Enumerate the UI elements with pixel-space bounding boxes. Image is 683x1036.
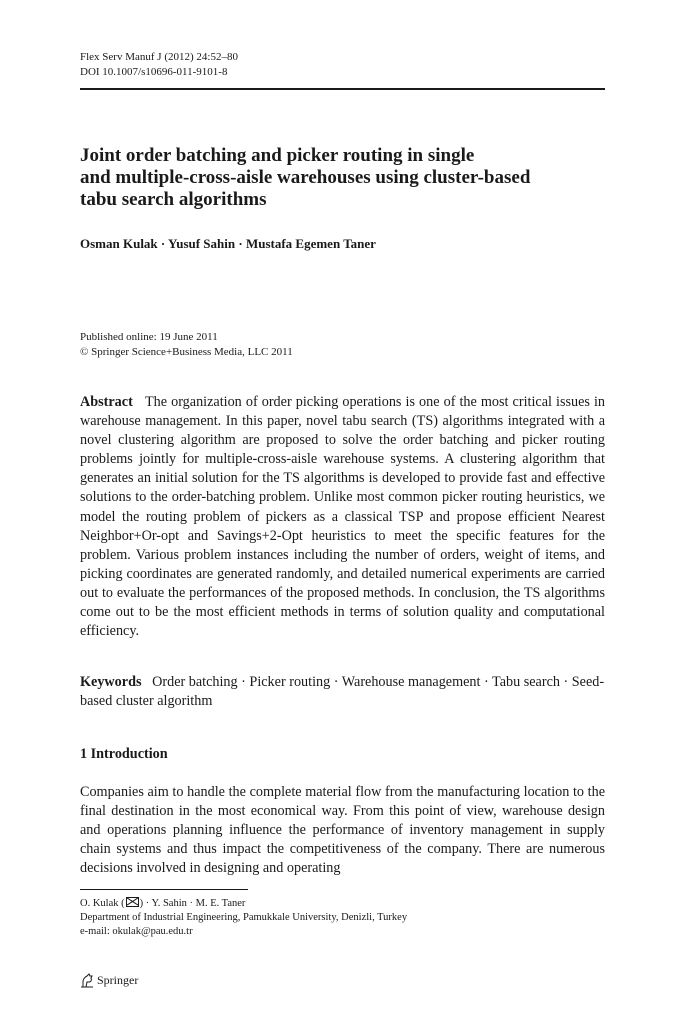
envelope-icon[interactable] — [126, 897, 139, 907]
footnote-rule — [80, 889, 248, 890]
springer-horse-icon — [80, 973, 94, 988]
footnote-author-rest: ) · Y. Sahin · M. E. Taner — [139, 898, 246, 909]
journal-citation: Flex Serv Manuf J (2012) 24:52–80 — [80, 51, 238, 63]
springer-label: Springer — [97, 973, 139, 987]
copyright-notice: © Springer Science+Business Media, LLC 2011 — [80, 346, 293, 358]
footnote-email[interactable]: e-mail: okulak@pau.edu.tr — [80, 926, 193, 937]
paper-title — [80, 145, 605, 211]
author-footnote — [80, 897, 407, 939]
title-line-2: and multiple-cross-aisle warehouses using cluster-based — [80, 167, 531, 188]
journal-doi[interactable]: DOI 10.1007/s10696-011-9101-8 — [80, 66, 228, 78]
keywords-text: Order batching · Picker routing · Warehouse management · Tabu search · Seed-based cluster algorithm — [80, 674, 605, 710]
title-line-1: Joint order batching and picker routing in single — [80, 145, 475, 166]
publication-info — [80, 330, 293, 360]
abstract-text: The organization of order picking operations is one of the most critical issues in warehouse management. In this paper, novel tabu search (TS) algorithms integrated with a novel clustering algorithm are proposed to solve the order batching and picker routing problems jointly for multiple-cross-aisle warehouse systems. A clustering algorithm that generates an initial solution for the TS algorithms is developed to provide fast and effective solutions to the order-batching problem. Unlike most common picker routing heuristics, we model the routing problem of pickers as a classical TSP and propose efficient Nearest Neighbor+Or-opt and Savings+2-Opt heuristics to meet the specific features for the problem. Various problem instances including the number of orders, weight of items, and picking coordinates are generated randomly, and detailed numerical experiments are carried out to evaluate the performances of the proposed methods. In conclusion, the TS algorithms come out to be the most efficient methods in terms of solution quality and computational efficiency. — [80, 394, 605, 640]
title-line-3: tabu search algorithms — [80, 189, 267, 210]
footnote-author-1: O. Kulak ( — [80, 898, 125, 909]
springer-footer — [80, 972, 138, 988]
keywords — [80, 673, 605, 711]
abstract-label: Abstract — [80, 394, 133, 410]
author-list: Osman Kulak · Yusuf Sahin · Mustafa Egemen Taner — [80, 236, 376, 251]
journal-reference — [80, 50, 238, 80]
keywords-label: Keywords — [80, 674, 142, 690]
footnote-authors — [80, 897, 407, 911]
published-date: Published online: 19 June 2011 — [80, 331, 218, 343]
section-heading-introduction: 1 Introduction — [80, 746, 168, 762]
footnote-affiliation: Department of Industrial Engineering, Pamukkale University, Denizli, Turkey — [80, 912, 408, 923]
introduction-text: Companies aim to handle the complete material flow from the manufacturing location to the final destination in the most economical way. From this point of view, warehouse design and operations planning influence the performance of inventory management in supply chain systems and thus impact the competitiveness of the company. There are numerous decisions involved in designing and operating — [80, 784, 605, 877]
abstract — [80, 393, 605, 641]
header-rule — [80, 88, 605, 90]
